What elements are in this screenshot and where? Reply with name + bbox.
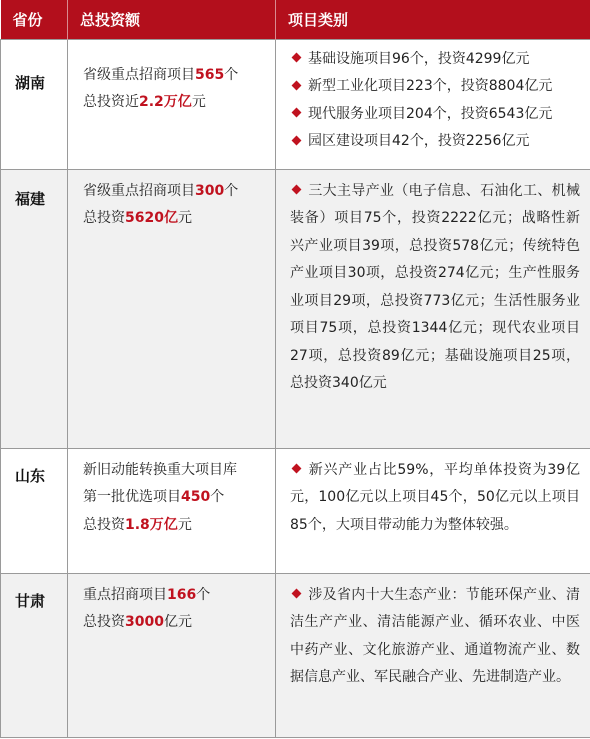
project-count: 166 xyxy=(167,586,197,603)
investment-amount: 2.2万亿 xyxy=(139,94,192,110)
investment-line: 新旧动能转换重大项目库 xyxy=(83,461,237,478)
investment-line xyxy=(83,582,265,610)
investment-amount: 5620亿 xyxy=(125,210,178,226)
table-header-row xyxy=(1,0,590,39)
category-text: 涉及省内十大生态产业：节能环保产业、清洁生产产业、清洁能源产业、循环农业、中医中药产业、文化旅游产业、通道物流产业、数据信息产业、军民融合产业、先进制造产业。 xyxy=(290,586,580,685)
list-item xyxy=(290,128,580,156)
province-cell: 甘肃 xyxy=(1,573,68,737)
header-province: 省份 xyxy=(1,0,68,39)
investment-cell xyxy=(68,573,276,737)
investment-text: 总投资 xyxy=(83,210,125,226)
diamond-bullet-icon xyxy=(292,108,302,118)
category-text: 新型工业化项目223个，投资8804亿元 xyxy=(308,78,553,94)
list-item xyxy=(290,457,580,540)
category-text: 园区建设项目42个，投资2256亿元 xyxy=(308,133,530,149)
project-count: 450 xyxy=(181,489,211,505)
investment-text: 总投资 xyxy=(83,614,125,630)
investment-text: 元 xyxy=(177,516,192,533)
investment-cell xyxy=(68,39,276,169)
table-row-hunan xyxy=(1,39,590,169)
list-item xyxy=(290,46,580,74)
investment-text: 第一批优选项目 xyxy=(83,489,181,505)
category-cell xyxy=(276,573,590,737)
table-row-gansu xyxy=(1,573,590,737)
diamond-bullet-icon xyxy=(292,80,302,90)
category-text: 三大主导产业（电子信息、石油化工、机械装备）项目75个，投资2222亿元；战略性新兴产业项目39项，总投资578亿元；传统特色产业项目30项，总投资274亿元；生产性服务业项目29项，总投资773亿元；生活性服务业项目75项，总投资1344亿元；现代农业项目27项，总投资89亿元；基础设施项目25项，总投资340亿元 xyxy=(290,182,580,391)
investment-line xyxy=(83,89,265,117)
investment-line xyxy=(83,62,265,90)
investment-text: 省级重点招商项目 xyxy=(83,182,195,199)
list-item xyxy=(290,101,580,129)
category-cell xyxy=(276,169,590,448)
investment-text: 总投资近 xyxy=(83,94,139,110)
province-cell: 山东 xyxy=(1,448,68,573)
table-row-shandong xyxy=(1,448,590,573)
category-text: 基础设施项目96个，投资4299亿元 xyxy=(308,50,530,67)
diamond-bullet-icon xyxy=(292,185,302,195)
header-investment: 总投资额 xyxy=(68,0,276,39)
investment-text: 个 xyxy=(224,66,239,83)
investment-line xyxy=(83,205,265,233)
list-item xyxy=(290,178,580,398)
category-text: 新兴产业占比59%，平均单体投资为39亿元，100亿元以上项目45个，50亿元以上项目85个，大项目带动能力为整体较强。 xyxy=(290,461,580,533)
list-item xyxy=(290,73,580,101)
list-item xyxy=(290,582,580,692)
investment-text: 省级重点招商项目 xyxy=(83,66,195,83)
investment-cell xyxy=(68,169,276,448)
category-cell xyxy=(276,448,590,573)
investment-cell xyxy=(68,448,276,573)
project-count: 565 xyxy=(195,66,225,83)
investment-text: 重点招商项目 xyxy=(83,586,167,603)
category-cell xyxy=(276,39,590,169)
project-count: 300 xyxy=(195,182,225,199)
province-cell: 湖南 xyxy=(1,39,68,169)
province-cell: 福建 xyxy=(1,169,68,448)
header-category: 项目类别 xyxy=(276,0,590,39)
investment-text: 总投资 xyxy=(83,516,125,533)
investment-line xyxy=(83,484,265,512)
investment-line xyxy=(83,512,265,540)
investment-text: 亿元 xyxy=(163,614,192,630)
investment-text: 个 xyxy=(210,489,225,505)
investment-line xyxy=(83,609,265,637)
investment-text: 个 xyxy=(196,586,211,603)
diamond-bullet-icon xyxy=(292,53,302,63)
diamond-bullet-icon xyxy=(292,464,302,474)
investment-text: 元 xyxy=(177,210,192,226)
investment-text: 元 xyxy=(191,94,206,110)
investment-amount: 3000 xyxy=(125,614,164,630)
investment-text: 个 xyxy=(224,182,239,199)
table-row-fujian xyxy=(1,169,590,448)
investment-line xyxy=(83,178,265,206)
diamond-bullet-icon xyxy=(292,135,302,145)
diamond-bullet-icon xyxy=(292,589,302,599)
category-text: 现代服务业项目204个，投资6543亿元 xyxy=(308,105,553,122)
investment-amount: 1.8万亿 xyxy=(125,516,178,533)
